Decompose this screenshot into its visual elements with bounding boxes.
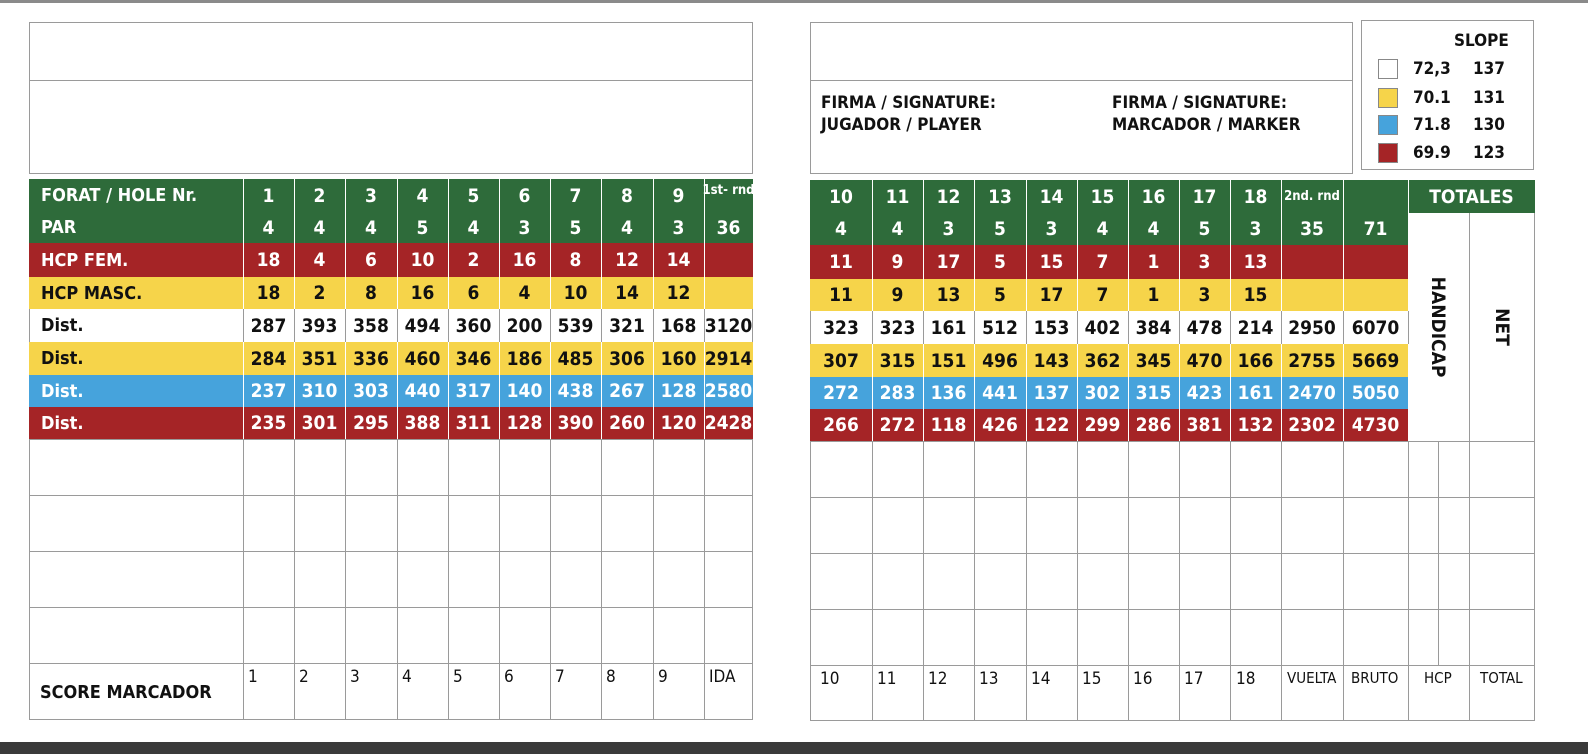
column-separator [601, 439, 602, 720]
slope-value: 131 [1473, 88, 1505, 108]
back-dist-blue-cell: 315 [1135, 382, 1172, 404]
front-hcp-masc-cell: 2 [313, 282, 326, 304]
hcp-masc-label: HCP MASC. [41, 282, 143, 304]
bottom-border [0, 742, 1588, 754]
back-dist-yellow-cell: 496 [982, 349, 1018, 372]
front-dist-yellow-cell: 351 [301, 347, 338, 370]
score-row-line [29, 439, 753, 440]
back-hcp-fem-cell: 9 [891, 251, 904, 273]
back-hcp-masc-cell: 13 [936, 284, 961, 306]
back-dist-blue-cell: 302 [1084, 382, 1121, 404]
back-holes-cell: 10 [829, 185, 853, 208]
column-separator [1026, 441, 1027, 721]
back-dist-blue-cell: 283 [879, 382, 916, 404]
dist-blue-label: Dist. [41, 380, 84, 402]
column-separator [1408, 441, 1409, 721]
front-footer-label: 7 [555, 667, 565, 687]
front-dist-yellow-cell: 485 [557, 347, 594, 370]
back-dist-white-cell: 214 [1237, 316, 1274, 339]
column-separator [1281, 441, 1282, 721]
front-dist-yellow-cell: 284 [250, 347, 287, 370]
front-dist-yellow-cell: 306 [609, 347, 645, 370]
score-row-line [810, 609, 1535, 610]
back-dist-white-cell: 384 [1135, 316, 1172, 339]
back-hcp-masc-cell: 15 [1243, 284, 1268, 306]
back-par-cell: 4 [1147, 218, 1160, 240]
front-hcp-masc-cell: 10 [563, 282, 588, 304]
column-separator [1408, 311, 1409, 344]
handicap-net-divider [1469, 213, 1470, 441]
back-dist-white-cell: 2950 [1288, 316, 1336, 339]
column-separator [397, 439, 398, 720]
front-dist-yellow-cell: 460 [404, 347, 441, 370]
front-par-cell: 4 [313, 216, 326, 239]
front-holes-cell: 1 [262, 184, 275, 207]
front-holes-cell: 1st- rnd [702, 183, 755, 198]
front-dist-white-cell: 494 [404, 314, 441, 337]
back-footer-label: 12 [928, 669, 948, 689]
score-row-line [29, 663, 753, 664]
back-holes-cell: 16 [1141, 185, 1166, 208]
marker-signature-line2: MARCADOR / MARKER [1112, 115, 1301, 135]
front-par-cell: 5 [416, 216, 429, 239]
score-row-line [29, 495, 753, 496]
back-dist-blue-cell: 161 [1237, 382, 1274, 404]
back-dist-blue-cell: 137 [1033, 382, 1070, 404]
front-dist-yellow-cell: 346 [455, 347, 492, 370]
back-dist-blue-cell: 272 [823, 382, 859, 404]
name-box [29, 22, 753, 174]
dist-white-label: Dist. [41, 315, 84, 336]
front-dist-blue-cell: 128 [660, 380, 697, 402]
slope-color-swatch [1378, 143, 1398, 163]
back-hcp-fem-cell: 17 [936, 251, 961, 273]
back-dist-yellow-cell: 470 [1186, 349, 1223, 372]
back-dist-yellow-cell: 362 [1084, 349, 1121, 372]
front-par-cell: 5 [569, 216, 582, 239]
back-holes-cell: 17 [1192, 185, 1217, 208]
front-hcp-fem-cell: 2 [467, 249, 480, 271]
front-dist-yellow-cell: 2914 [704, 347, 753, 370]
back-hcp-masc-cell: 17 [1039, 284, 1064, 306]
front-dist-red-cell: 128 [506, 412, 543, 434]
back-dist-yellow-cell: 2755 [1288, 349, 1336, 372]
front-dist-white-cell: 358 [353, 314, 389, 337]
column-separator [1408, 344, 1409, 441]
front-dist-red-cell: 390 [557, 412, 594, 434]
slope-rating: 71.8 [1413, 115, 1451, 135]
back-dist-yellow-cell: 166 [1237, 349, 1274, 372]
back-par-cell: 3 [942, 218, 955, 240]
front-dist-yellow-cell: 186 [506, 347, 543, 370]
dist-red-label: Dist. [41, 412, 84, 434]
back-par-cell: 4 [1096, 218, 1109, 240]
back-holes-cell: 15 [1090, 185, 1115, 208]
back-hcp-masc-cell [1343, 279, 1408, 311]
front-holes-cell: 6 [518, 184, 531, 207]
back-par-cell: 4 [891, 218, 904, 240]
front-dist-white-cell: 200 [506, 314, 543, 337]
column-separator [1343, 441, 1344, 721]
front-dist-red-cell: 301 [301, 412, 338, 434]
back-hcp-masc-cell: 9 [891, 284, 904, 306]
back-dist-red-cell: 132 [1237, 414, 1274, 436]
front-holes-cell: 3 [365, 184, 377, 207]
slope-color-swatch [1378, 88, 1398, 108]
front-dist-blue-cell: 140 [506, 380, 543, 402]
column-separator [345, 439, 346, 720]
back-holes-cell: 2nd. rnd [1284, 189, 1340, 204]
back-hcp-masc-cell: 1 [1147, 284, 1160, 306]
column-separator [499, 439, 500, 720]
score-marcador-label: SCORE MARCADOR [40, 682, 212, 703]
back-holes-cell: 18 [1243, 185, 1268, 208]
totales-label: TOTALES [1429, 185, 1514, 208]
back-hcp-masc-cell: 3 [1198, 284, 1211, 306]
front-hcp-masc-cell: 14 [615, 282, 639, 304]
score-row-line [29, 551, 753, 552]
signature-box-divider [810, 80, 1353, 81]
front-footer-label: IDA [709, 667, 736, 687]
back-hcp-fem-cell: 15 [1039, 251, 1064, 273]
back-footer-label: BRUTO [1351, 669, 1399, 687]
back-dist-blue-cell: 441 [982, 382, 1018, 404]
hole-label: FORAT / HOLE Nr. [41, 185, 198, 206]
front-dist-blue-cell: 438 [557, 380, 594, 402]
back-footer-label: VUELTA [1287, 669, 1337, 687]
back-dist-red-cell: 381 [1186, 414, 1223, 436]
front-holes-cell: 7 [569, 184, 582, 207]
player-signature-label [821, 92, 996, 136]
column-separator [448, 439, 449, 720]
back-footer-label: HCP [1424, 669, 1452, 687]
back-par-cell: 5 [1198, 218, 1211, 240]
front-footer-label: 5 [453, 667, 463, 687]
back-footer-label: 17 [1184, 669, 1204, 689]
front-hcp-masc-cell: 16 [410, 282, 435, 304]
front-par-cell: 4 [262, 216, 275, 239]
front-dist-yellow-cell: 160 [660, 347, 697, 370]
back-par-cell: 4 [835, 218, 847, 240]
front-dist-red-cell: 260 [609, 412, 645, 434]
top-border [0, 0, 1588, 3]
back-holes-cell: 12 [936, 185, 961, 208]
back-dist-red-cell: 122 [1033, 414, 1070, 436]
back-dist-blue-cell: 136 [930, 382, 967, 404]
front-hcp-masc-cell [704, 277, 753, 309]
column-separator [704, 439, 705, 720]
name-box-divider [29, 80, 753, 81]
back-dist-yellow-cell: 345 [1135, 349, 1172, 372]
slope-color-swatch [1378, 59, 1398, 79]
front-footer-label: 4 [402, 667, 412, 687]
back-dist-red-cell: 286 [1135, 414, 1172, 436]
front-footer-label: 8 [606, 667, 616, 687]
back-footer-label: 13 [979, 669, 999, 689]
back-dist-white-cell: 402 [1084, 316, 1121, 339]
back-holes-cell: 13 [988, 185, 1012, 208]
column-separator [923, 441, 924, 721]
net-label: NET [1491, 308, 1513, 346]
back-dist-yellow-cell: 5669 [1351, 349, 1400, 372]
back-dist-white-cell: 512 [982, 316, 1018, 339]
column-separator [1179, 441, 1180, 721]
score-row-line [810, 553, 1535, 554]
front-dist-white-cell: 168 [660, 314, 697, 337]
front-dist-blue-cell: 267 [609, 380, 645, 402]
front-footer-label: 3 [350, 667, 360, 687]
back-par-cell: 3 [1045, 218, 1058, 240]
front-hcp-fem-cell: 18 [256, 249, 281, 271]
back-par-cell: 71 [1363, 218, 1388, 240]
back-holes-cell: 11 [885, 185, 910, 208]
front-holes-cell: 4 [416, 184, 429, 207]
dist-yellow-label: Dist. [41, 348, 84, 369]
front-dist-red-cell: 311 [455, 412, 492, 434]
front-hcp-fem-cell: 4 [313, 249, 326, 271]
column-separator [550, 439, 551, 720]
front-par-cell: 4 [621, 216, 633, 239]
back-hcp-fem-cell: 7 [1096, 251, 1109, 273]
back-dist-white-cell: 323 [879, 316, 916, 339]
hcp-fem-label: HCP FEM. [41, 249, 129, 271]
front-hcp-fem-cell: 16 [512, 249, 537, 271]
back-hcp-fem-cell: 13 [1243, 251, 1268, 273]
front-par-cell: 4 [467, 216, 480, 239]
back-hcp-fem-cell: 11 [829, 251, 853, 273]
front-footer-label: 6 [504, 667, 514, 687]
front-hcp-fem-cell [704, 243, 753, 277]
front-hcp-masc-cell: 18 [256, 282, 281, 304]
column-separator [1408, 180, 1409, 311]
front-dist-white-cell: 3120 [704, 314, 753, 337]
back-footer-label: 11 [877, 669, 897, 689]
back-hcp-masc-cell: 5 [994, 284, 1006, 306]
front-hcp-fem-cell: 12 [615, 249, 639, 271]
back-hcp-fem-cell [1281, 245, 1343, 279]
front-hcp-masc-cell: 6 [467, 282, 480, 304]
front-hcp-fem-cell: 8 [569, 249, 582, 271]
back-dist-white-cell: 153 [1033, 316, 1070, 339]
score-row-line [810, 441, 1535, 442]
front-holes-cell: 5 [467, 184, 480, 207]
back-dist-red-cell: 118 [930, 414, 967, 436]
front-dist-blue-cell: 317 [455, 380, 492, 402]
front-par-cell: 3 [672, 216, 685, 239]
slope-value: 123 [1473, 143, 1505, 163]
back-dist-red-cell: 426 [982, 414, 1018, 436]
front-holes-cell: 8 [621, 184, 633, 207]
front-dist-white-cell: 287 [250, 314, 287, 337]
back-dist-red-cell: 2302 [1288, 414, 1336, 436]
back-dist-yellow-cell: 315 [879, 349, 916, 372]
front-par-cell: 4 [365, 216, 377, 239]
front-dist-white-cell: 321 [609, 314, 645, 337]
back-dist-red-cell: 4730 [1351, 414, 1400, 436]
back-dist-yellow-cell: 307 [823, 349, 859, 372]
front-dist-blue-cell: 303 [353, 380, 389, 402]
front-dist-white-cell: 539 [557, 314, 594, 337]
slope-rating: 72,3 [1413, 59, 1451, 79]
front-dist-red-cell: 120 [660, 412, 697, 434]
back-footer-label: 18 [1236, 669, 1256, 689]
column-separator [1230, 441, 1231, 721]
back-dist-red-cell: 299 [1084, 414, 1121, 436]
back-dist-red-cell: 266 [823, 414, 859, 436]
back-dist-white-cell: 478 [1186, 316, 1223, 339]
total-subcolumn-line [1469, 441, 1470, 721]
front-hcp-fem-cell: 10 [410, 249, 435, 271]
column-separator [294, 439, 295, 720]
column-separator [1128, 441, 1129, 721]
front-hcp-fem-cell: 14 [666, 249, 691, 271]
front-footer-label: 2 [299, 667, 309, 687]
front-hcp-masc-cell: 8 [365, 282, 377, 304]
slope-value: 137 [1473, 59, 1505, 79]
front-dist-white-cell: 393 [301, 314, 338, 337]
back-dist-white-cell: 323 [823, 316, 859, 339]
hcp-subcolumn-line [1438, 441, 1439, 665]
back-par-cell: 5 [994, 218, 1006, 240]
front-footer-label: 9 [658, 667, 668, 687]
slope-value: 130 [1473, 115, 1505, 135]
front-dist-red-cell: 388 [404, 412, 441, 434]
front-hcp-masc-cell: 12 [666, 282, 691, 304]
back-dist-blue-cell: 423 [1186, 382, 1223, 404]
column-separator [974, 441, 975, 721]
marker-signature-line1: FIRMA / SIGNATURE: [1112, 93, 1287, 113]
back-holes-cell: 14 [1039, 185, 1064, 208]
back-dist-yellow-cell: 151 [930, 349, 967, 372]
player-signature-line2: JUGADOR / PLAYER [821, 115, 982, 135]
back-footer-label: 15 [1082, 669, 1102, 689]
back-par-cell: 3 [1249, 218, 1262, 240]
score-row-line [810, 497, 1535, 498]
column-separator [243, 439, 244, 720]
front-par-cell: 3 [518, 216, 531, 239]
slope-rating: 69.9 [1413, 143, 1451, 163]
back-dist-yellow-cell: 143 [1033, 349, 1070, 372]
back-hcp-fem-cell: 3 [1198, 251, 1211, 273]
back-dist-white-cell: 161 [930, 316, 967, 339]
back-hcp-masc-cell: 11 [829, 284, 853, 306]
front-hcp-masc-cell: 4 [518, 282, 531, 304]
front-dist-blue-cell: 2580 [704, 380, 753, 402]
back-hcp-fem-cell [1343, 245, 1408, 279]
score-row-line [29, 607, 753, 608]
column-separator [1077, 441, 1078, 721]
column-separator [653, 439, 654, 720]
column-separator [872, 441, 873, 721]
slope-color-swatch [1378, 115, 1398, 135]
slope-title: SLOPE [1454, 31, 1509, 51]
front-footer-label: 1 [248, 667, 258, 687]
back-dist-white-cell: 6070 [1351, 316, 1400, 339]
front-par-cell: 36 [716, 216, 741, 239]
back-par-cell: 35 [1300, 218, 1324, 240]
front-holes-cell: 9 [672, 184, 685, 207]
front-dist-blue-cell: 440 [404, 380, 441, 402]
front-dist-yellow-cell: 336 [353, 347, 389, 370]
front-dist-blue-cell: 237 [250, 380, 287, 402]
front-dist-red-cell: 235 [250, 412, 287, 434]
back-hcp-fem-cell: 1 [1147, 251, 1160, 273]
back-hcp-masc-cell: 7 [1096, 284, 1109, 306]
back-dist-blue-cell: 2470 [1288, 382, 1336, 404]
slope-rating: 70.1 [1413, 88, 1451, 108]
score-row-line [810, 665, 1535, 666]
par-label: PAR [41, 217, 77, 238]
back-footer-label: 10 [820, 669, 840, 689]
handicap-label: HANDICAP [1427, 276, 1449, 378]
front-hcp-fem-cell: 6 [365, 249, 377, 271]
front-holes-cell: 2 [313, 184, 326, 207]
front-dist-white-cell: 360 [455, 314, 492, 337]
back-hcp-fem-cell: 5 [994, 251, 1006, 273]
back-footer-label: 14 [1031, 669, 1051, 689]
front-dist-red-cell: 2428 [704, 412, 753, 434]
back-footer-label: TOTAL [1480, 669, 1523, 687]
back-dist-red-cell: 272 [879, 414, 916, 436]
marker-signature-label [1112, 92, 1301, 136]
front-dist-blue-cell: 310 [301, 380, 338, 402]
player-signature-line1: FIRMA / SIGNATURE: [821, 93, 996, 113]
back-footer-label: 16 [1133, 669, 1153, 689]
back-hcp-masc-cell [1281, 279, 1343, 311]
front-dist-red-cell: 295 [353, 412, 389, 434]
back-dist-blue-cell: 5050 [1351, 382, 1400, 404]
back-holes-cell [1343, 180, 1408, 213]
